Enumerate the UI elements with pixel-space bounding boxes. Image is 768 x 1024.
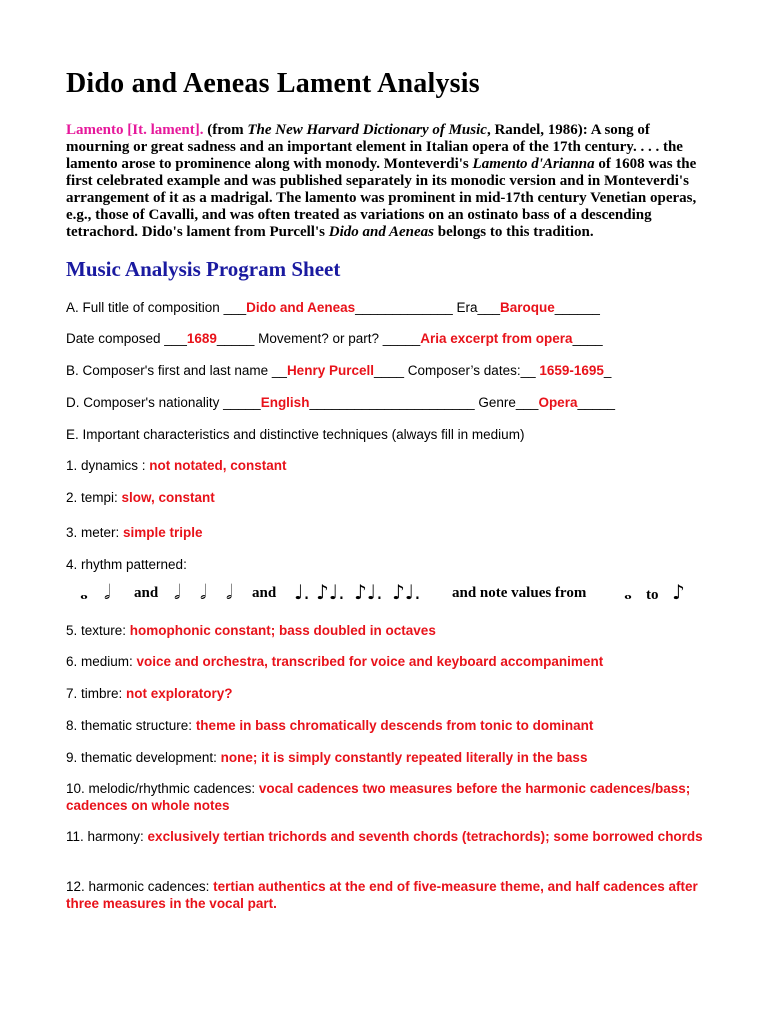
item-label: 2. tempi: [66,490,122,505]
item-answer: not exploratory? [126,686,233,701]
field-answer: Aria excerpt from opera [420,331,573,346]
item-answer: slow, constant [121,490,215,505]
field-answer: 1689 [186,331,217,346]
field-label: Date composed ___ [66,331,187,346]
rhythm-and-2: and [252,585,277,601]
item-answer: tertian authentics at the end of five-measure theme, and half cadences after three measures in the vocal part. [66,879,698,911]
item-meter [66,524,706,541]
intro-text-1: (from [203,122,248,138]
section-title: Music Analysis Program Sheet [66,257,341,281]
field-label: _____ [577,395,616,410]
item-answer: homophonic constant; bass doubled in octaves [129,623,436,638]
field-label: ______________________ Genre___ [309,395,539,410]
item-label: 7. timbre: [66,686,127,701]
field-nationality-genre [66,394,706,411]
item-label: 6. medium: [66,654,137,669]
field-date-movement [66,330,706,347]
item-label: 4. rhythm patterned: [66,557,187,572]
item-label: 1. dynamics : [66,458,150,473]
field-label: D. Composer's nationality _____ [66,395,261,410]
item-label: 10. melodic/rhythmic cadences: [66,781,259,796]
item-answer: none; it is simply constantly repeated literally in the bass [220,750,588,765]
item-answer: exclusively tertian trichords and seventh chords (tetrachords); some borrowed chords [147,829,703,844]
eighth-dotted-quarter-icon: ♪♩. [316,580,345,604]
field-composer [66,362,706,379]
field-label: _____________ Era___ [355,300,501,315]
field-answer: Dido and Aeneas [246,300,356,315]
half-note-icon: 𝅗𝅥 [200,580,207,604]
field-title-era [66,299,706,316]
intro-paragraph [66,122,706,241]
field-answer: English [260,395,310,410]
rhythm-notation [78,580,718,610]
item-timbre [66,685,706,702]
intro-source: The New Harvard Dictionary of Music [247,122,487,138]
half-note-icon: 𝅗𝅥 [174,580,181,604]
item-medium [66,653,706,670]
item-texture [66,622,706,639]
eighth-note-icon: ♪ [672,580,685,604]
item-harmonic-cadences [66,878,706,912]
item-answer: theme in bass chromatically descends from tonic to dominant [195,718,594,733]
item-label: 3. meter: [66,525,124,540]
field-answer: Henry Purcell [286,363,374,378]
rhythm-note-values-text: and note values from [452,585,587,601]
intro-work-2: Dido and Aeneas [328,224,435,240]
item-label: 9. thematic development: [66,750,221,765]
intro-term: Lamento [It. lament]. [66,122,204,138]
item-tempi [66,489,706,506]
intro-work-1: Lamento d'Arianna [472,156,595,172]
field-label: B. Composer's first and last name __ [66,363,287,378]
item-thematic-development [66,749,706,766]
item-label: 12. harmonic cadences: [66,879,214,894]
item-dynamics [66,457,706,474]
intro-text-4: belongs to this tradition. [434,224,594,240]
field-label: ____ [572,331,603,346]
field-characteristics: E. Important characteristics and distinctive techniques (always fill in medium) [66,427,525,442]
intro-text-2: , Randel, 1986): A song of mourning or great sadness and an important element in Italian opera of the 17th century. . . . the lamento arose to prominence along with monody. Monteverdi's [66,122,683,172]
page-title: Dido and Aeneas Lament Analysis [66,68,480,99]
item-answer: vocal cadences two measures before the harmonic cadences/bass; cadences on whole notes [66,781,691,813]
whole-note-icon: 𝅝 [624,580,632,604]
item-cadences [66,780,706,814]
item-label: 5. texture: [66,623,130,638]
item-answer: voice and orchestra, transcribed for voice and keyboard accompaniment [136,654,604,669]
rhythm-to: to [646,587,659,603]
item-label: 11. harmony: [66,829,148,844]
item-label: 8. thematic structure: [66,718,196,733]
eighth-dotted-quarter-icon: ♪♩. [392,580,421,604]
field-label: _ [603,363,612,378]
field-answer: Opera [538,395,578,410]
whole-note-icon: 𝅝 [80,580,88,604]
item-thematic-structure [66,717,706,734]
field-answer: 1659-1695 [539,363,604,378]
item-harmony [66,828,706,845]
half-note-icon: 𝅗𝅥 [104,580,111,604]
field-label: A. Full title of composition ___ [66,300,247,315]
field-label: ______ [554,300,600,315]
item-answer: simple triple [123,525,203,540]
field-label: ____ Composer’s dates:__ [373,363,540,378]
dotted-quarter-note-icon: ♩. [294,580,310,604]
eighth-dotted-quarter-icon: ♪♩. [354,580,383,604]
field-answer: Baroque [500,300,555,315]
intro-text-3: of 1608 was the first celebrated example and was published separately in its monodic version and in Monteverdi's arrangement of it as a madrigal. The lamento was prominent in mid-17th century Venetian operas, e.g., those of Cavalli, and was often treated as variations on an ostinato bass of a descending tetrachord. Dido's lament from Purcell's [66,156,697,240]
rhythm-and-1: and [134,585,159,601]
field-label: _____ Movement? or part? _____ [216,331,421,346]
half-note-icon: 𝅗𝅥 [226,580,233,604]
item-answer: not notated, constant [149,458,287,473]
item-rhythm [66,556,706,573]
